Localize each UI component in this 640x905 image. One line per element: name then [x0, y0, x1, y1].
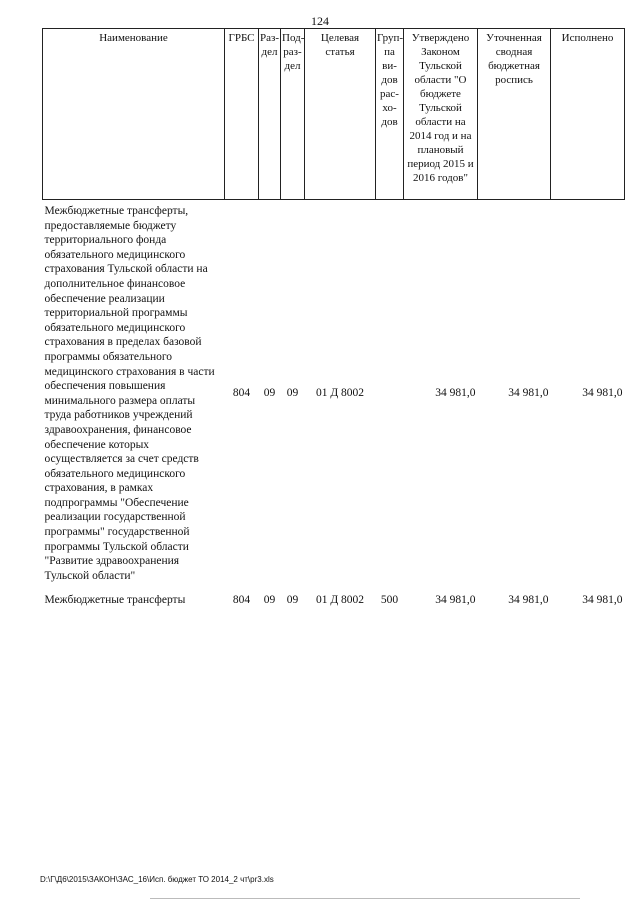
row-refined: 34 981,0: [508, 387, 549, 400]
row-group: [376, 200, 404, 584]
row-target: 01 Д 8002: [315, 594, 365, 607]
budget-table: [42, 28, 625, 608]
row-approved: 34 981,0: [435, 387, 476, 400]
row-name: Межбюджетные трансферты, предоставляемые бюджету территориального фонда обязательного медицинского страхования Тульской области на дополнительное финансовое обеспечение реализации территориальной программы обязательного медицинского страхования в пределах базовой программы обязательного медицинского страхования в части обеспечения повышения минимального размера оплаты труда работников учреждений здравоохранения, финансовое обеспечение которых осуществляется за счет средств обязательного медицинского страхования, в рамках подпрограммы "Обеспечение реализации государственной программы" государственной программы Тульской области "Развитие здравоохранения Тульской области": [44, 205, 215, 582]
bottom-divider: [150, 898, 580, 899]
table-row: [43, 200, 625, 584]
header-razdel: Раз- дел: [259, 29, 281, 200]
row-executed: 34 981,0: [582, 594, 623, 607]
row-grbs: 804: [232, 594, 251, 607]
row-refined: 34 981,0: [508, 594, 549, 607]
file-path-footer: D:\Г\Д6\2015\ЗАКОН\ЗАС_16\Исп. бюджет ТО 2014_2 чт\pr3.xls: [40, 875, 274, 884]
header-row: [43, 29, 625, 200]
header-name: Наименование: [43, 29, 225, 200]
table-row: [43, 583, 625, 608]
header-refined: Уточненная сводная бюджетная роспись: [478, 29, 551, 200]
row-group: 500: [380, 594, 399, 607]
row-approved: 34 981,0: [435, 594, 476, 607]
row-name: Межбюджетные трансферты: [44, 594, 186, 607]
header-approved: Утверждено Законом Тульской области "О бюджете Тульской области на 2014 год и на плановый период 2015 и 2016 годов": [404, 29, 478, 200]
header-grbs: ГРБС: [225, 29, 259, 200]
header-target: Целевая статья: [305, 29, 376, 200]
header-group: Груп- па ви- дов рас- хо- дов: [376, 29, 404, 200]
row-podrazdel: 09: [286, 594, 299, 607]
row-grbs: 804: [232, 387, 251, 400]
row-executed: 34 981,0: [582, 387, 623, 400]
header-executed: Исполнено: [551, 29, 625, 200]
page-number: 124: [311, 14, 329, 28]
row-target: 01 Д 8002: [315, 387, 365, 400]
row-razdel: 09: [263, 594, 276, 607]
header-podrazdel: Под- раз- дел: [281, 29, 305, 200]
row-podrazdel: 09: [286, 387, 299, 400]
row-razdel: 09: [263, 387, 276, 400]
